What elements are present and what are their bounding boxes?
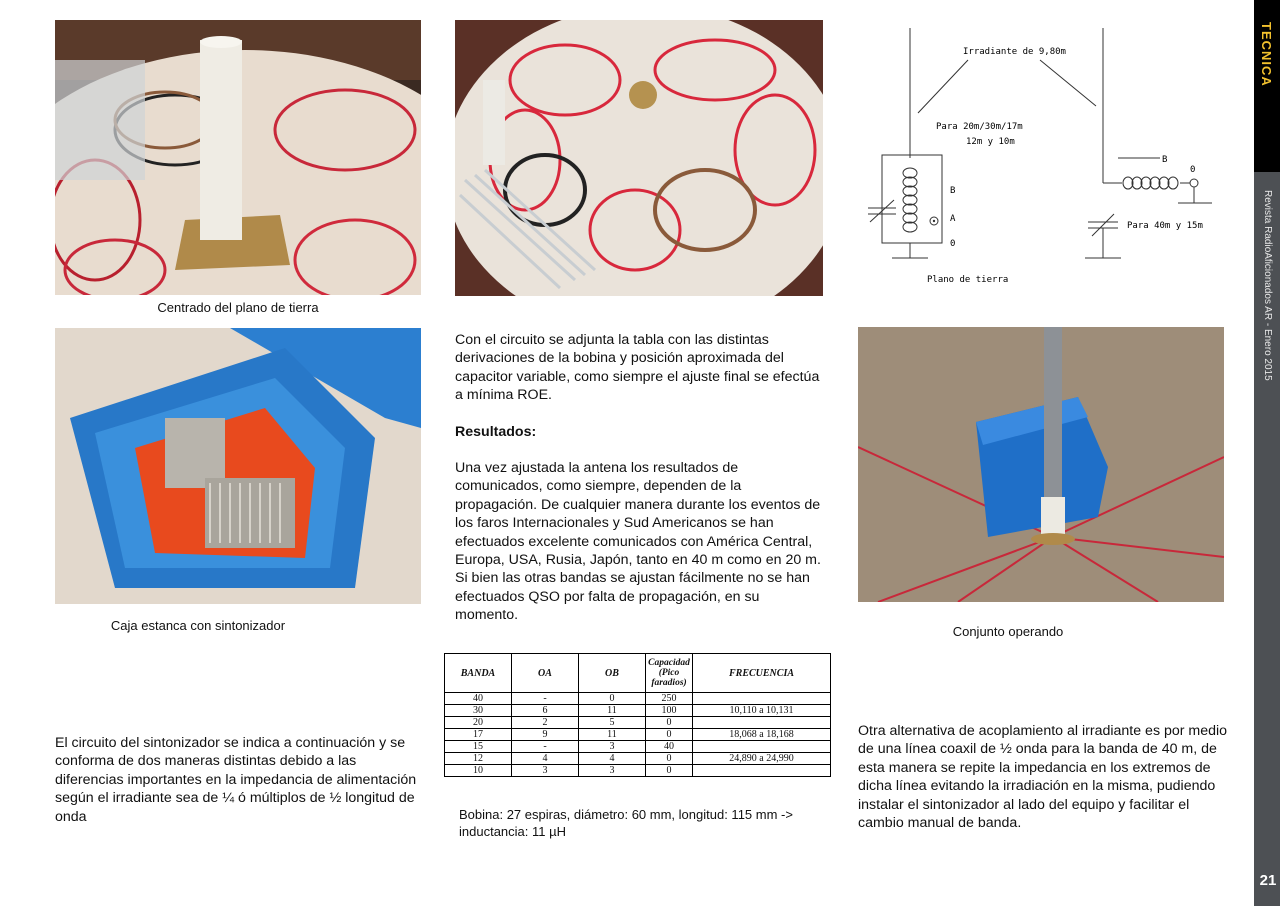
- intro-text: Con el circuito se adjunta la tabla con las distintas derivaciones de la bobina y posición aproximada del capacitor variable, como siempre el ajuste final se efectúa a mínima ROE.: [455, 332, 820, 404]
- section-label: TECNICA: [1259, 22, 1274, 87]
- table-cell: 15: [445, 741, 512, 753]
- table-cell: 0: [579, 693, 646, 705]
- table-cell: [693, 693, 831, 705]
- table-cell: [693, 765, 831, 777]
- table-cell: [693, 717, 831, 729]
- intro-paragraph: [455, 331, 825, 625]
- table-cell: 12: [445, 753, 512, 765]
- table-cell: 6: [512, 705, 579, 717]
- assembly-photo: [858, 327, 1224, 602]
- diagram-label-o2: 0: [1190, 165, 1196, 175]
- circuit-diagram: [860, 18, 1230, 293]
- table-row: [445, 729, 831, 741]
- table-cell: 4: [579, 753, 646, 765]
- table-cell: 3: [579, 741, 646, 753]
- publication-label: Revista RadioAficionados AR - Enero 2015: [1262, 190, 1273, 381]
- diagram-label-b: B: [950, 186, 956, 196]
- diagram-label-a: A: [950, 214, 956, 224]
- header-capacidad: Capacidad (Pico faradios): [646, 654, 693, 693]
- diagram-bands-top: Para 20m/30m/17m: [936, 122, 1023, 132]
- table-cell: 0: [646, 717, 693, 729]
- assembly-caption: Conjunto operando: [952, 624, 1064, 639]
- table-cell: 20: [445, 717, 512, 729]
- diagram-label-o: 0: [950, 239, 956, 249]
- table-row: [445, 741, 831, 753]
- table-cell: 2: [512, 717, 579, 729]
- table-cell: 3: [579, 765, 646, 777]
- header-oa: OA: [512, 654, 579, 693]
- table-cell: 30: [445, 705, 512, 717]
- table-cell: 24,890 a 24,990: [693, 753, 831, 765]
- table-cell: 100: [646, 705, 693, 717]
- header-ob: OB: [579, 654, 646, 693]
- results-heading: Resultados:: [455, 423, 537, 440]
- header-frecuencia: FRECUENCIA: [693, 654, 831, 693]
- table-cell: 5: [579, 717, 646, 729]
- table-cell: 17: [445, 729, 512, 741]
- band-table: [444, 653, 831, 777]
- table-cell: 11: [579, 705, 646, 717]
- table-cell: 40: [445, 693, 512, 705]
- table-cell: -: [512, 693, 579, 705]
- table-cell: -: [512, 741, 579, 753]
- table-cell: 3: [512, 765, 579, 777]
- table-cell: 10,110 a 10,131: [693, 705, 831, 717]
- alternative-paragraph: Otra alternativa de acoplamiento al irradiante es por medio de una línea coaxil de ½ onda para la banda de 40 m, de esta manera se repite la impedancia en los extremos de dicha línea evitando la irradiación en la misma, pudiendo instalar el sintonizador al lado del equipo y facilitar el cambio manual de banda.: [858, 723, 1228, 832]
- table-cell: 0: [646, 753, 693, 765]
- diagram-label-b2: B: [1162, 155, 1168, 165]
- table-cell: 0: [646, 765, 693, 777]
- table-cell: 4: [512, 753, 579, 765]
- table-header-row: [445, 654, 831, 693]
- table-cell: 11: [579, 729, 646, 741]
- coils-photo: [455, 20, 823, 296]
- table-cell: 9: [512, 729, 579, 741]
- table-row: [445, 765, 831, 777]
- table-cell: [693, 741, 831, 753]
- table-row: [445, 693, 831, 705]
- table-row: [445, 705, 831, 717]
- table-cell: 10: [445, 765, 512, 777]
- table-cell: 40: [646, 741, 693, 753]
- results-text: Una vez ajustada la antena los resultados de comunicados, como siempre, dependen de la propagación. De cualquier manera durante los eventos de los faros Internacionales y Sud Americanos se han efectuados excelente comunicados con América Central, Europa, USA, Rusia, Japón, tanto en 40 m como en 20 m. Si bien las otras bandas se ajustan fácilmente no se han efectuados QSO por falta de propagación, en su momento.: [455, 460, 821, 624]
- diagram-ground-label: Plano de tierra: [927, 275, 1009, 285]
- tuner-box-caption: Caja estanca con sintonizador: [110, 618, 286, 633]
- circuit-paragraph: El circuito del sintonizador se indica a continuación y se conforma de dos maneras distintas debido a las diferencias importantes en la impedancia de alimentación según el irradiante sea de ¼ ó múltiplos de ½ longitud de onda: [55, 735, 417, 825]
- page-number: 21: [1259, 872, 1277, 889]
- tuner-box-photo: [55, 328, 421, 604]
- diagram-radiator-label: Irradiante de 9,80m: [963, 47, 1066, 57]
- diagram-bands-right: Para 40m y 15m: [1127, 221, 1203, 231]
- header-banda: BANDA: [445, 654, 512, 693]
- table-cell: 250: [646, 693, 693, 705]
- table-cell: 18,068 a 18,168: [693, 729, 831, 741]
- ground-plane-caption: Centrado del plano de tierra: [157, 300, 319, 315]
- ground-plane-photo: [55, 20, 421, 295]
- table-cell: 0: [646, 729, 693, 741]
- coil-note: Bobina: 27 espiras, diámetro: 60 mm, longitud: 115 mm -> inductancia: 11 µH: [459, 807, 793, 839]
- diagram-bands-top2: 12m y 10m: [966, 137, 1015, 147]
- table-row: [445, 717, 831, 729]
- table-row: [445, 753, 831, 765]
